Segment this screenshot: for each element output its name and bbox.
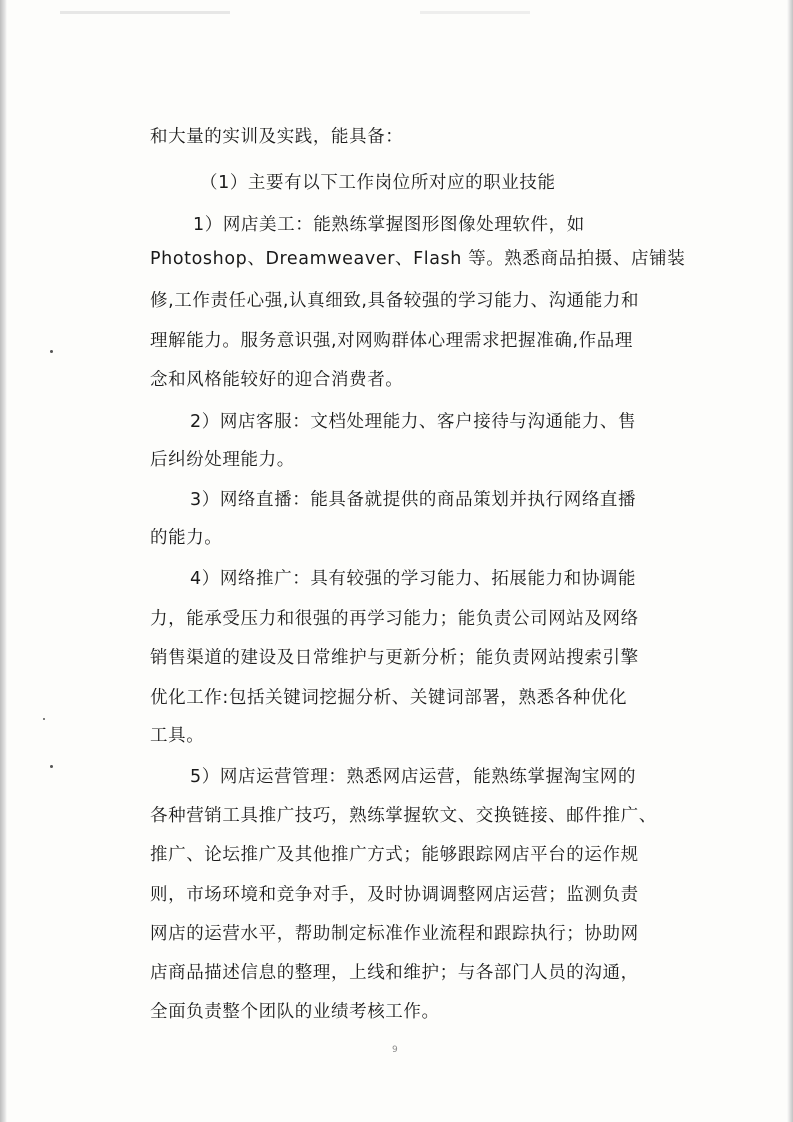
scan-artifact-top <box>60 11 230 14</box>
text-line: 网店的运营水平，帮助制定标准作业流程和跟踪执行；协助网 <box>150 924 639 944</box>
text-line: 后纠纷处理能力。 <box>150 450 295 470</box>
scan-edge-right <box>787 0 793 1122</box>
text-line: 2）网店客服：文档处理能力、客户接待与沟通能力、售 <box>190 412 637 432</box>
scan-edge-left <box>0 0 7 1122</box>
text-line: 工具。 <box>150 726 205 746</box>
text-line: 全面负责整个团队的业绩考核工作。 <box>150 1002 440 1022</box>
text-line: 理解能力。服务意识强,对网购群体心理需求把握准确,作品理 <box>150 331 633 351</box>
text-line: 各种营销工具推广技巧，熟练掌握软文、交换链接、邮件推广、 <box>150 806 657 826</box>
scan-artifact-top-2 <box>420 11 530 14</box>
text-line: 4）网络推广：具有较强的学习能力、拓展能力和协调能 <box>190 569 637 589</box>
text-line: （1）主要有以下工作岗位所对应的职业技能 <box>200 173 556 193</box>
text-line: 5）网店运营管理：熟悉网店运营，能熟练掌握淘宝网的 <box>190 767 637 787</box>
scan-speck <box>50 765 53 768</box>
text-line: 销售渠道的建设及日常维护与更新分析；能负责网站搜索引擎 <box>150 648 639 668</box>
text-line: 推广、论坛推广及其他推广方式；能够跟踪网店平台的运作规 <box>150 845 639 865</box>
text-line: 的能力。 <box>150 528 223 548</box>
text-line: 力，能承受压力和很强的再学习能力；能负责公司网站及网络 <box>150 609 639 629</box>
text-line: 和大量的实训及实践，能具备： <box>150 127 404 147</box>
text-line: 1）网店美工：能熟练掌握图形图像处理软件，如 <box>193 215 585 235</box>
scan-speck <box>43 718 45 720</box>
page-number: 9 <box>392 1045 398 1055</box>
text-line: 店商品描述信息的整理，上线和维护；与各部门人员的沟通， <box>150 963 639 983</box>
text-line: 念和风格能较好的迎合消费者。 <box>150 370 404 390</box>
scan-speck <box>50 350 53 353</box>
text-line: 优化工作:包括关键词挖掘分析、关键词部署，熟悉各种优化 <box>150 688 628 708</box>
text-line: 修,工作责任心强,认真细致,具备较强的学习能力、沟通能力和 <box>150 291 640 311</box>
text-line: Photoshop、Dreamweaver、Flash 等。熟悉商品拍摄、店铺装 <box>150 249 686 269</box>
text-line: 则，市场环境和竞争对手，及时协调调整网店运营；监测负责 <box>150 885 639 905</box>
text-line: 3）网络直播：能具备就提供的商品策划并执行网络直播 <box>190 490 637 510</box>
